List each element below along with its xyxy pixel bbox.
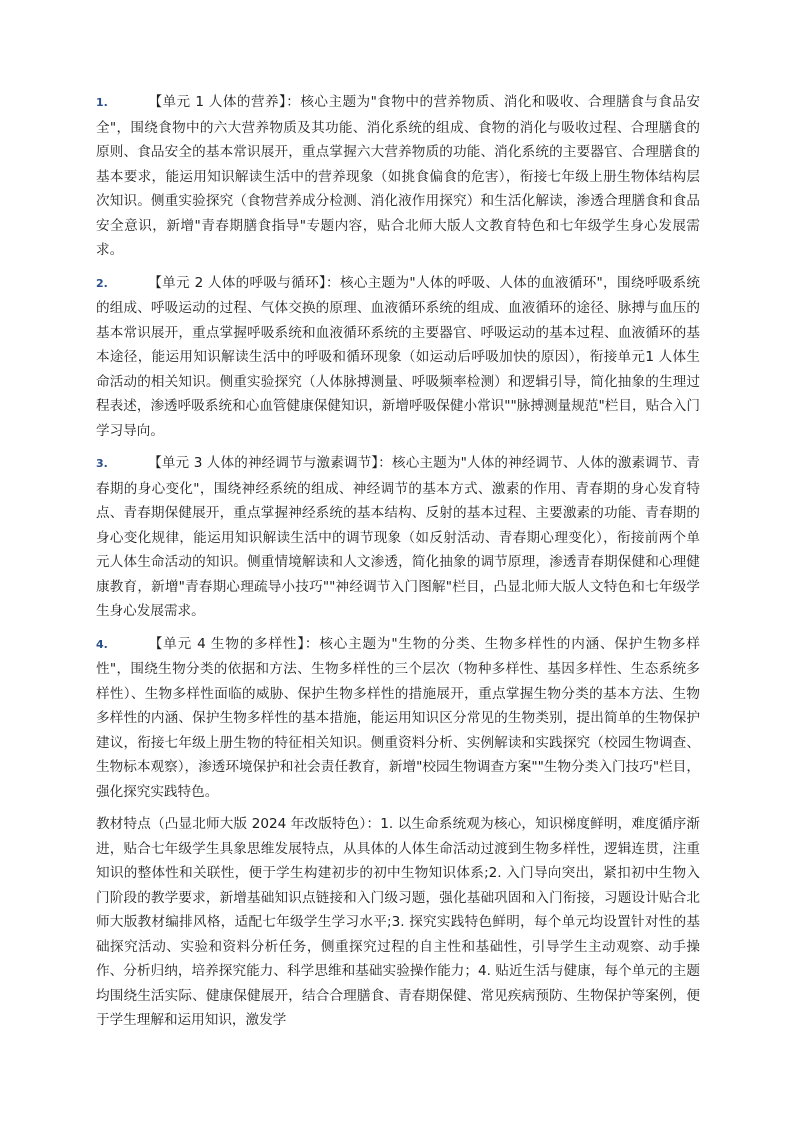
textbook-features-paragraph: 教材特点（凸显北师大版 2024 年改版特色）：1. 以生命系统观为核心，知识梯度鲜明，难度循序渐进，贴合七年级学生具象思维发展特点，从具体的人体生命活动过渡到生物多样性，逻辑连贯，注重知识的整体性和关联性，便于学生构建初步的初中生物知识体系;2. 入门导向突出，紧扣初中生物入门阶段的教学要求，新增基础知识点链接和入门级习题，强化基础巩固和入门衔接，习题设计贴合北师大版教材编排风格，适配七年级学生学习水平;3. 探究实践特色鲜明，每个单元均设置针对性的基础探究活动、实验和资料分析任务，侧重探究过程的自主性和基础性，引导学生主动观察、动手操作、分析归纳，培养探究能力、科学思维和基础实验操作能力；4. 贴近生活与健康，每个单元的主题均围绕生活实际、健康保健展开，结合合理膳食、青春期保健、常见疾病预防、生物保护等案例，便于学生理解和运用知识，激发学 — [96, 816, 700, 1028]
list-item — [96, 632, 700, 805]
document-page — [96, 90, 700, 1033]
list-number: 1. — [96, 96, 108, 109]
list-item — [96, 271, 700, 444]
list-item-text: 【单元 2 人体的呼吸与循环】：核心主题为"人体的呼吸、人体的血液循环"，围绕呼吸系统的组成、呼吸运动的过程、气体交换的原理、血液循环系统的组成、血液循环的途径、脉搏与血压的基本常识展开，重点掌握呼吸系统和血液循环系统的主要器官、呼吸运动的基本过程、血液循环的基本途径，能运用知识解读生活中的呼吸和循环现象（如运动后呼吸加快的原因），衔接单元1 人体生命活动的相关知识。侧重实验探究（人体脉搏测量、呼吸频率检测）和逻辑引导，简化抽象的生理过程表述，渗透呼吸系统和心血管健康保健知识，新增呼吸保健小常识""脉搏测量规范"栏目，贴合入门学习导向。 — [96, 274, 700, 439]
list-item — [96, 451, 700, 624]
list-item-text: 【单元 1 人体的营养】：核心主题为"食物中的营养物质、消化和吸收、合理膳食与食品安全"，围绕食物中的六大营养物质及其功能、消化系统的组成、食物的消化与吸收过程、合理膳食的原则、食品安全的基本常识展开，重点掌握六大营养物质的功能、消化系统的主要器官、合理膳食的基本要求，能运用知识解读生活中的营养现象（如挑食偏食的危害），衔接七年级上册生物体结构层次知识。侧重实验探究（食物营养成分检测、消化液作用探究）和生活化解读，渗透合理膳食和食品安全意识，新增"青春期膳食指导"专题内容，贴合北师大版人文教育特色和七年级学生身心发展需求。 — [96, 94, 700, 258]
list-number: 4. — [96, 637, 108, 651]
list-item-text: 【单元 3 人体的神经调节与激素调节】：核心主题为"人体的神经调节、人体的激素调节、青春期的身心变化"，围绕神经系统的组成、神经调节的基本方式、激素的作用、青春期的身心发育特点、青春期保健展开，重点掌握神经系统的基本结构、反射的基本过程、主要激素的功能、青春期的身心变化规律，能运用知识解读生活中的调节现象（如反射活动、青春期心理变化），衔接前两个单元人体生命活动的知识。侧重情境解读和人文渗透，简化抽象的调节原理，渗透青春期保健和心理健康教育，新增"青春期心理疏导小技巧""神经调节入门图解"栏目，凸显北师大版人文特色和七年级学生身心发展需求。 — [96, 455, 700, 619]
list-item-text: 【单元 4 生物的多样性】：核心主题为"生物的分类、生物多样性的内涵、保护生物多样性"，围绕生物分类的依据和方法、生物多样性的三个层次（物种多样性、基因多样性、生态系统多样性）、生物多样性面临的威胁、保护生物多样性的措施展开，重点掌握生物分类的基本方法、生物多样性的内涵、保护生物多样性的基本措施，能运用知识区分常见的生物类别，提出简单的生物保护建议，衔接七年级上册生物的特征相关知识。侧重资料分析、实例解读和实践探究（校园生物调查、生物标本观察），渗透环境保护和社会责任教育，新增"校园生物调查方案""生物分类入门技巧"栏目，强化探究实践特色。 — [96, 635, 700, 800]
list-number: 2. — [96, 276, 108, 290]
list-item — [96, 90, 700, 263]
list-number: 3. — [96, 457, 108, 470]
